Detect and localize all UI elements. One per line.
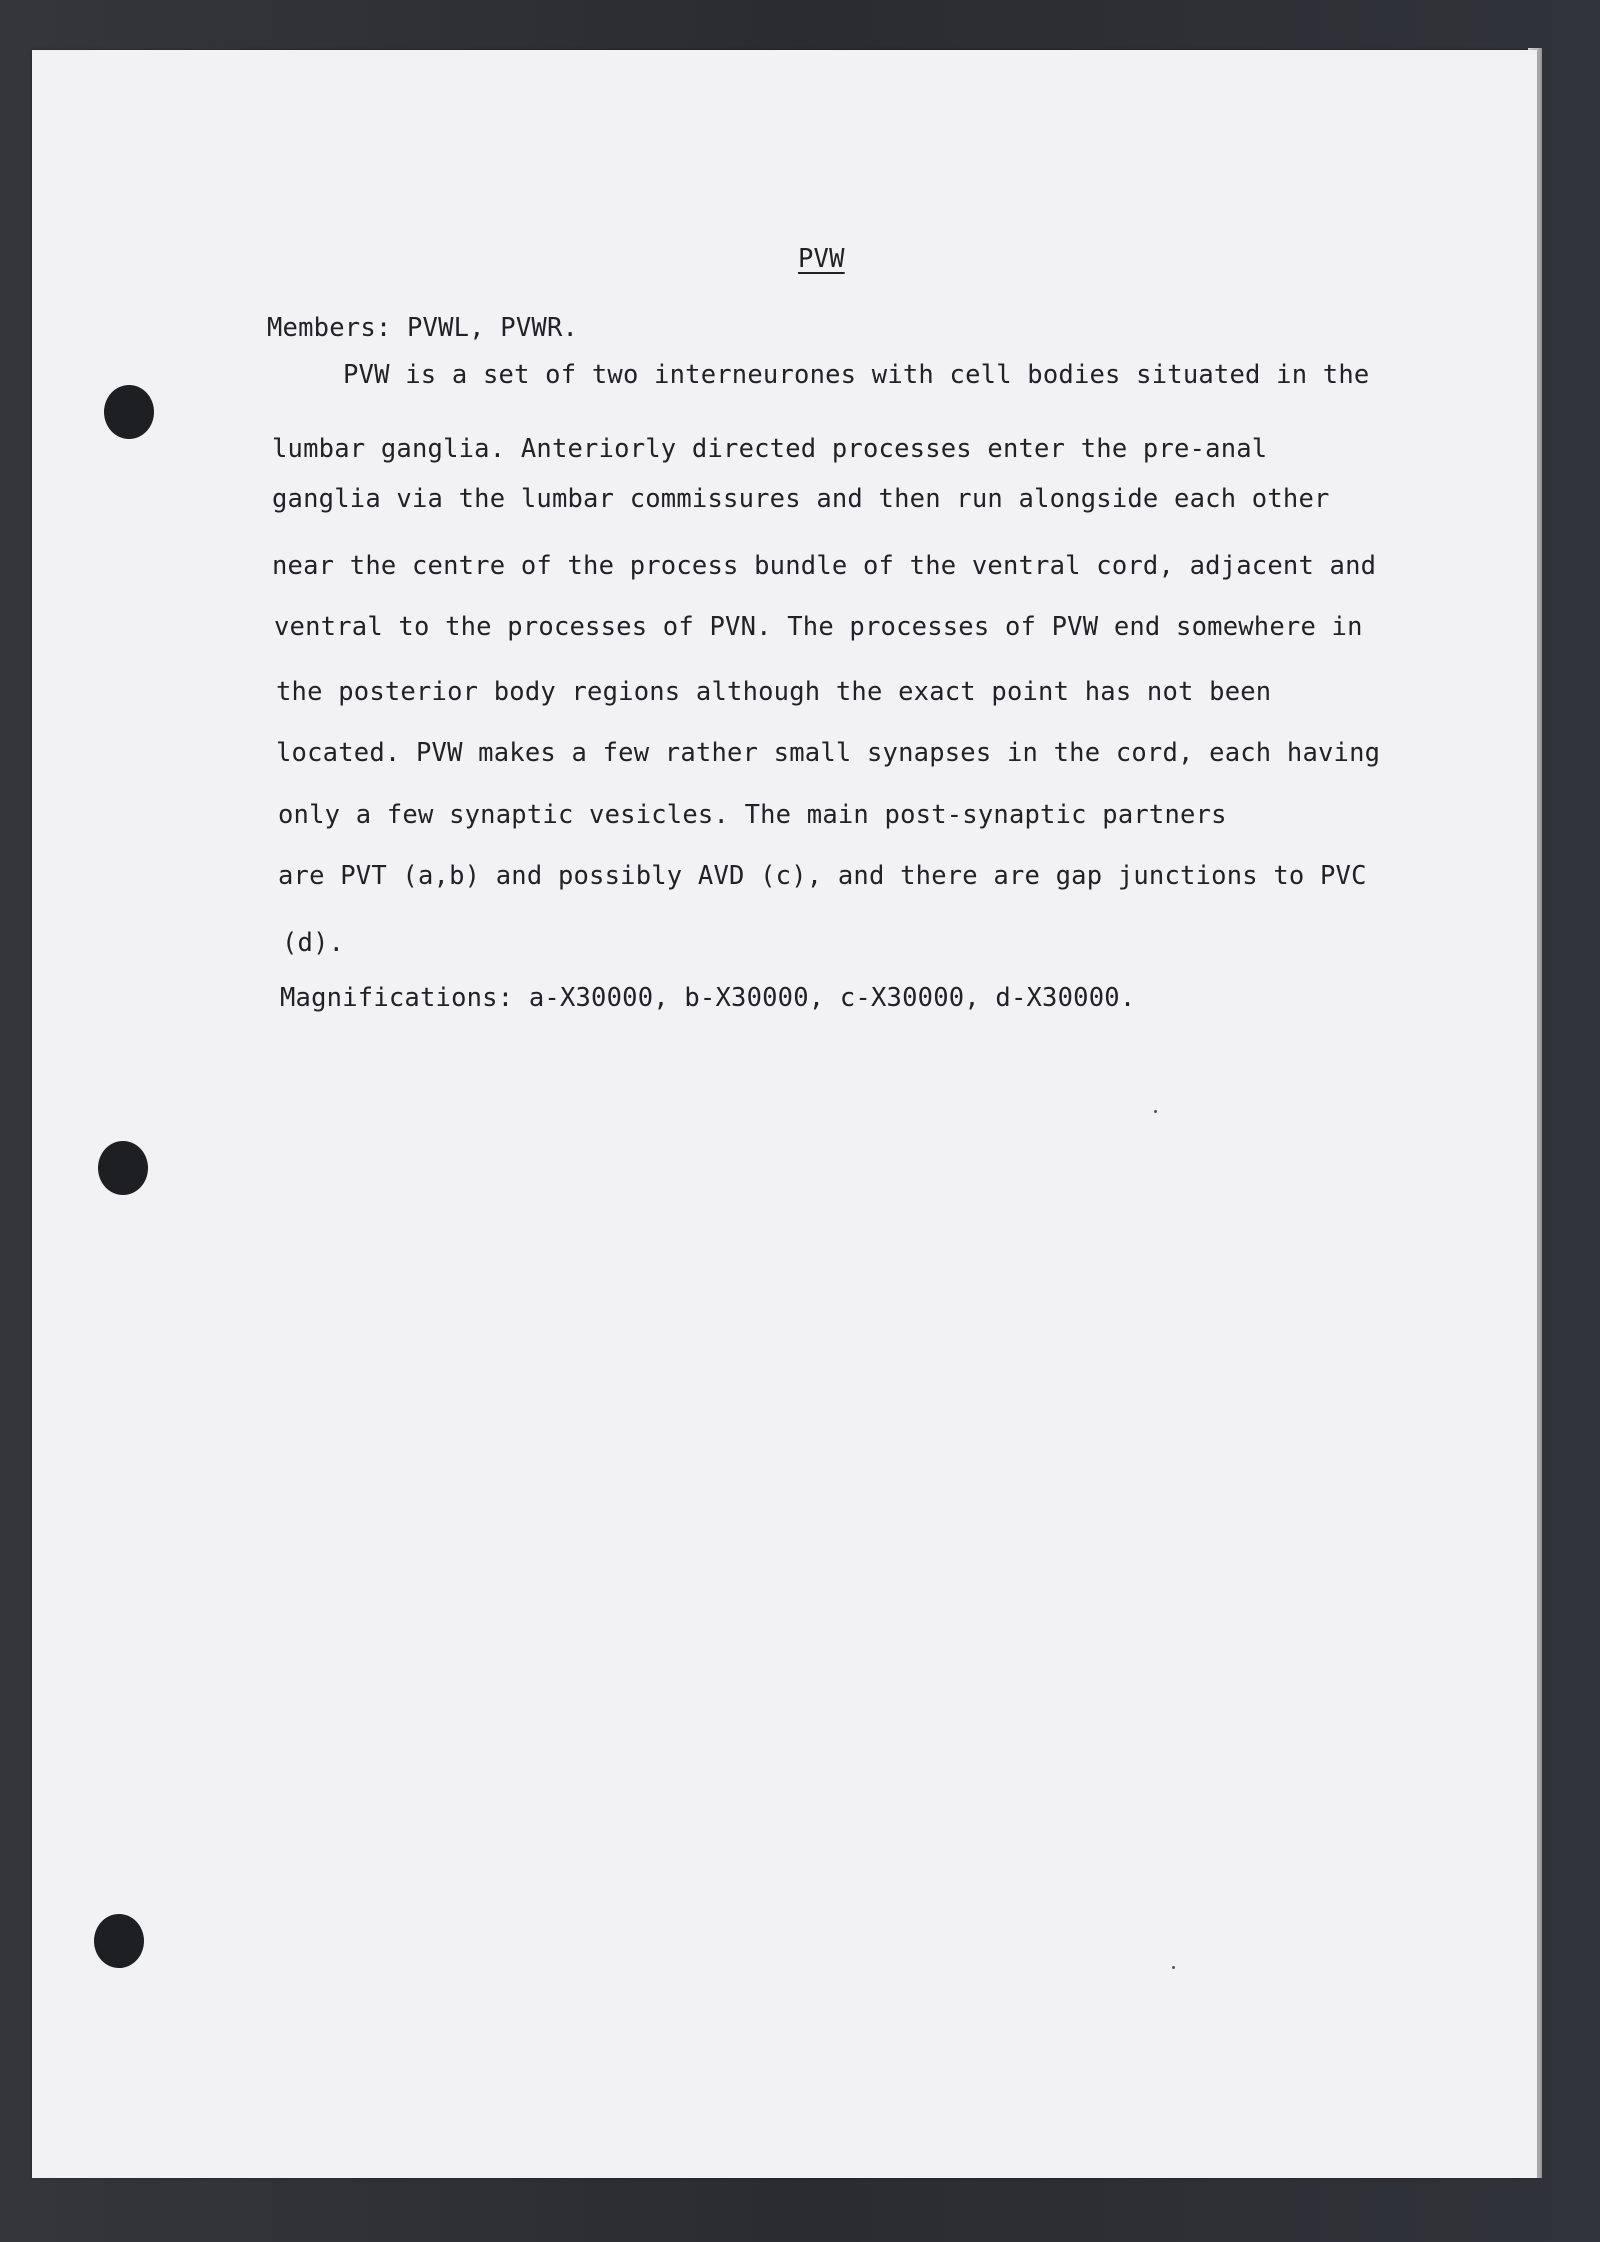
body-line: are PVT (a,b) and possibly AVD (c), and there are gap junctions to PVC	[278, 861, 1367, 891]
body-line: located. PVW makes a few rather small synapses in the cord, each having	[276, 738, 1381, 768]
magnifications-line: Magnifications: a-X30000, b-X30000, c-X30000, d-X30000.	[280, 983, 1136, 1013]
body-line: (d).	[282, 928, 345, 958]
paper-speck	[1154, 1110, 1157, 1113]
body-line: only a few synaptic vesicles. The main post-synaptic partners	[278, 800, 1227, 830]
body-line: lumbar ganglia. Anteriorly directed processes enter the pre-anal	[272, 434, 1268, 464]
members-line: Members: PVWL, PVWR.	[267, 313, 579, 343]
page-title: PVW	[798, 244, 845, 274]
punch-hole	[104, 385, 154, 439]
body-line: the posterior body regions although the exact point has not been	[276, 677, 1272, 707]
paper-speck	[1172, 1966, 1175, 1969]
punch-hole	[98, 1141, 148, 1195]
body-line: PVW is a set of two interneurones with cell bodies situated in the	[343, 360, 1370, 390]
body-line: near the centre of the process bundle of the ventral cord, adjacent and	[272, 551, 1377, 581]
body-line: ganglia via the lumbar commissures and then run alongside each other	[272, 484, 1330, 514]
body-line: ventral to the processes of PVN. The processes of PVW end somewhere in	[274, 612, 1363, 642]
punch-hole	[94, 1914, 144, 1968]
